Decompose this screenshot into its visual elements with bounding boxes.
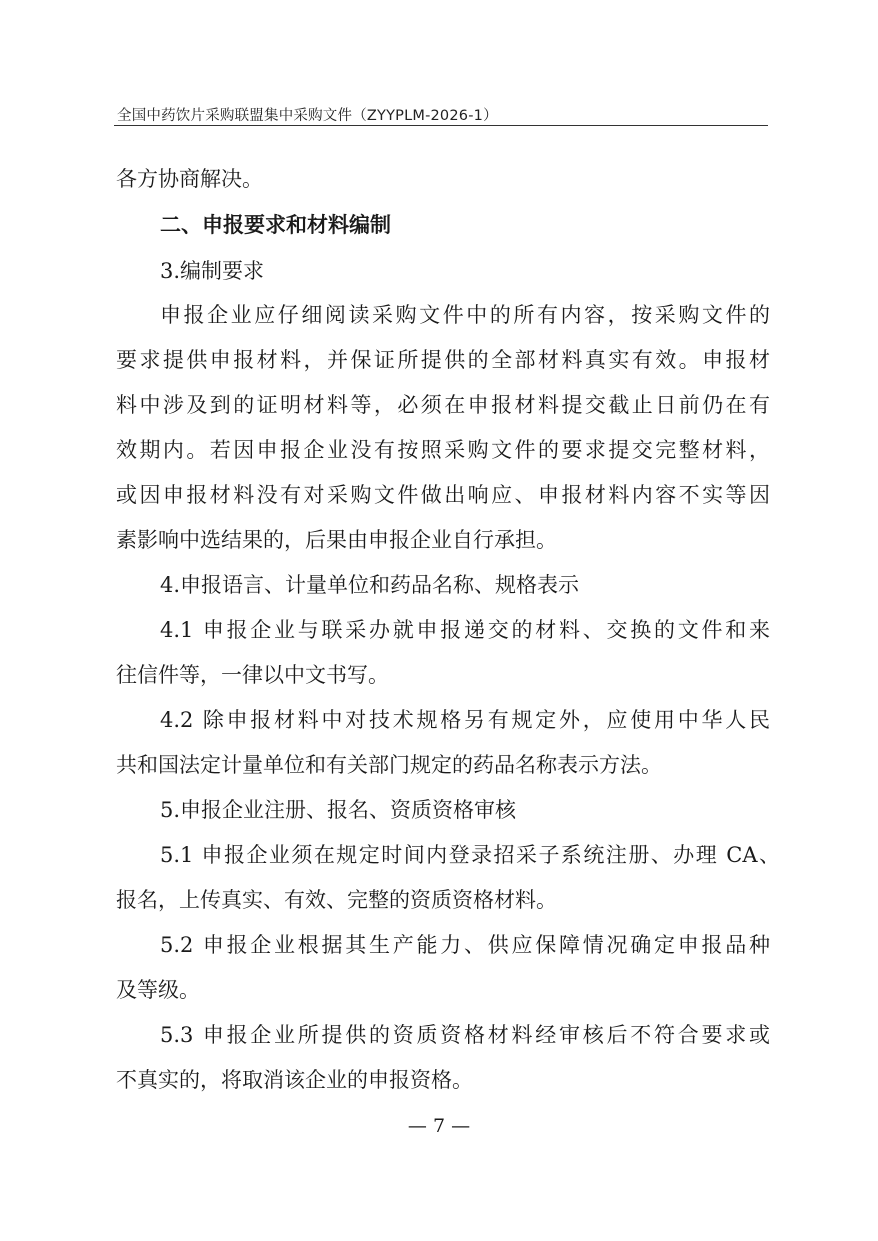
- body-line: 要求提供申报材料，并保证所提供的全部材料真实有效。申报材: [116, 348, 770, 372]
- body-line: 5.3 申报企业所提供的资质资格材料经审核后不符合要求或: [160, 1023, 770, 1047]
- body-line: 报名，上传真实、有效、完整的资质资格材料。: [116, 888, 557, 912]
- body-line: 素影响中选结果的，后果由申报企业自行承担。: [116, 528, 557, 552]
- body-line: 4.1 申报企业与联采办就申报递交的材料、交换的文件和来: [160, 618, 770, 642]
- body-line: 申报企业应仔细阅读采购文件中的所有内容，按采购文件的: [160, 303, 770, 327]
- body-line: 料中涉及到的证明材料等，必须在申报材料提交截止日前仍在有: [116, 393, 770, 417]
- subsection-heading: 4.申报语言、计量单位和药品名称、规格表示: [160, 573, 580, 597]
- page-number: — 7 —: [407, 1115, 471, 1137]
- running-header: 全国中药饮片采购联盟集中采购文件（ZYYPLM-2026-1）: [117, 108, 498, 124]
- body-line: 4.2 除申报材料中对技术规格另有规定外，应使用中华人民: [160, 708, 770, 732]
- body-line: 5.2 申报企业根据其生产能力、供应保障情况确定申报品种: [160, 933, 770, 957]
- body-line: 或因申报材料没有对采购文件做出响应、申报材料内容不实等因: [116, 483, 770, 507]
- body-line: 往信件等，一律以中文书写。: [116, 663, 389, 687]
- subsection-heading: 3.编制要求: [160, 259, 265, 283]
- body-line: 5.1 申报企业须在规定时间内登录招采子系统注册、办理 CA、: [160, 843, 780, 867]
- body-line: 及等级。: [116, 978, 200, 1002]
- section-heading: 二、申报要求和材料编制: [160, 213, 391, 237]
- body-line: 不真实的，将取消该企业的申报资格。: [116, 1068, 473, 1092]
- body-line: 共和国法定计量单位和有关部门规定的药品名称表示方法。: [116, 753, 662, 777]
- subsection-heading: 5.申报企业注册、报名、资质资格审核: [160, 798, 517, 822]
- body-line: 各方协商解决。: [116, 167, 263, 191]
- body-line: 效期内。若因申报企业没有按照采购文件的要求提交完整材料，: [116, 438, 770, 462]
- header-divider: [114, 125, 768, 126]
